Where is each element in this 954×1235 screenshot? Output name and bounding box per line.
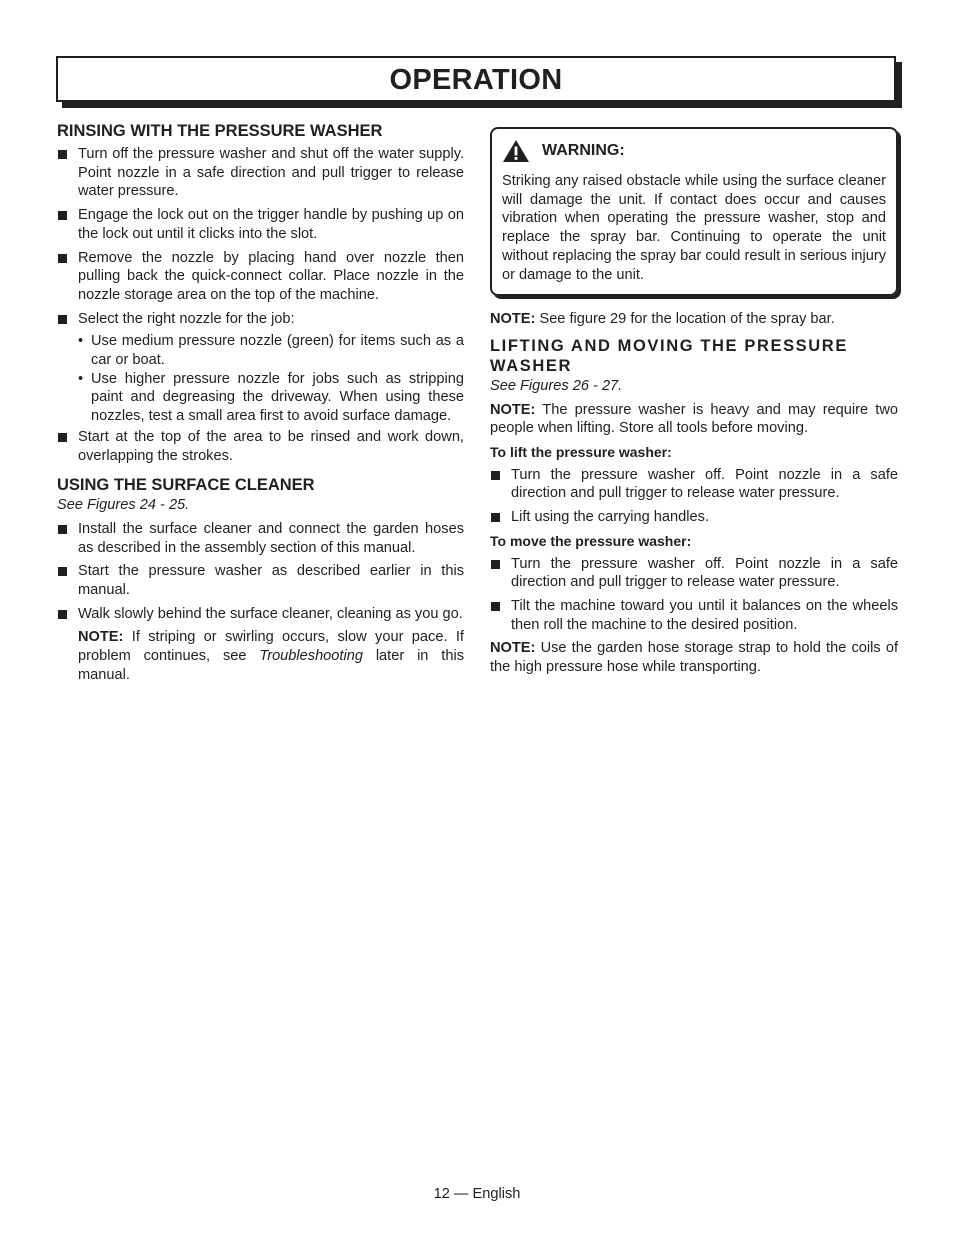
left-column <box>57 121 464 685</box>
warning-label: WARNING: <box>542 142 625 159</box>
page-title: OPERATION <box>389 64 563 96</box>
move-list <box>490 555 898 635</box>
list-item: Lift using the carrying handles. <box>490 508 898 527</box>
list-item: Turn the pressure washer off. Point nozzle in a safe direction and pull trigger to release water pressure. <box>490 466 898 503</box>
note-label: NOTE: <box>490 401 536 418</box>
note-label: NOTE: <box>490 640 536 657</box>
note-text: If striping or swirling occurs, slow your pace. If problem continues, see <box>78 629 464 665</box>
note-text: Use the garden hose storage strap to hold the coils of the high pressure hose while transporting. <box>490 640 898 676</box>
note-ref: Troubleshooting <box>259 648 363 665</box>
list-item: Walk slowly behind the surface cleaner, cleaning as you go. <box>57 605 464 624</box>
list-item: Turn off the pressure washer and shut off the water supply. Point nozzle in a safe direction and pull trigger to release water pressure. <box>57 145 464 201</box>
surface-note <box>78 628 464 684</box>
page-footer: 12 — English <box>433 1186 521 1202</box>
surface-list <box>57 520 464 624</box>
surface-heading: USING THE SURFACE CLEANER <box>57 476 315 495</box>
warning-header <box>502 139 886 163</box>
list-item: Remove the nozzle by placing hand over nozzle then pulling back the quick-connect collar. Place nozzle in the nozzle storage area on the top of the machine. <box>57 249 464 305</box>
list-item: Engage the lock out on the trigger handle by pushing up on the lock out until it clicks into the slot. <box>57 206 464 243</box>
note-text: The pressure washer is heavy and may require two people when lifting. Store all tools before moving. <box>490 401 898 437</box>
note-label: NOTE: <box>78 629 124 646</box>
sublist-item: • Use higher pressure nozzle for jobs such as stripping paint and degreasing the driveway. When using these nozzles, test a small area first to avoid surface damage. <box>78 370 464 426</box>
note-label: NOTE: <box>490 311 536 328</box>
right-column <box>490 127 898 677</box>
section-banner <box>56 56 896 102</box>
warning-text: Striking any raised obstacle while using the surface cleaner will damage the unit. If contact does occur and causes vibration when operating the pressure washer, stop and replace the spray bar. Continuing to operate the unit without replacing the spray bar could result in serious injury or damage to the unit. <box>502 173 886 283</box>
warning-triangle-icon <box>502 139 530 163</box>
lift-see-figures: See Figures 26 - 27. <box>490 377 623 394</box>
warning-box <box>490 127 898 296</box>
nozzle-sublist <box>78 332 464 426</box>
surface-see-figures: See Figures 24 - 25. <box>57 497 190 514</box>
list-item-text: Select the right nozzle for the job: <box>78 310 295 327</box>
list-item: Tilt the machine toward you until it balances on the wheels then roll the machine to the desired position. <box>490 597 898 634</box>
rinse-list <box>57 145 464 328</box>
lift-list <box>490 466 898 527</box>
list-item: Start at the top of the area to be rinsed and work down, overlapping the strokes. <box>57 428 464 465</box>
note-text: See figure 29 for the location of the spray bar. <box>535 311 835 328</box>
note-text: later in this manual. <box>78 648 464 683</box>
spray-bar-note <box>490 310 898 329</box>
sublist-item: • Use medium pressure nozzle (green) for items such as a car or boat. <box>78 332 464 369</box>
hose-note <box>490 639 898 676</box>
rinse-heading: RINSING WITH THE PRESSURE WASHER <box>57 122 383 140</box>
lift-note <box>490 401 898 438</box>
to-move-heading: To move the pressure washer: <box>490 532 692 549</box>
list-item: Turn the pressure washer off. Point nozzle in a safe direction and pull trigger to release water pressure. <box>490 555 898 592</box>
to-lift-heading: To lift the pressure washer: <box>490 444 672 461</box>
lift-heading: LIFTING AND MOVING THE PRESSURE WASHER <box>490 336 848 375</box>
rinse-list-end <box>57 428 464 465</box>
list-item <box>57 310 464 329</box>
list-item: Install the surface cleaner and connect the garden hoses as described in the assembly section of this manual. <box>57 520 464 557</box>
list-item: Start the pressure washer as described earlier in this manual. <box>57 562 464 599</box>
